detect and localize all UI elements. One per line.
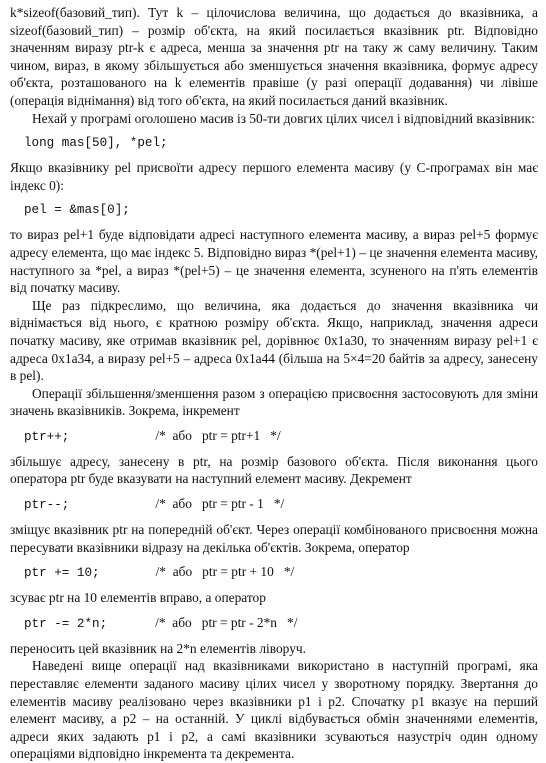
paragraph-program-description: Наведені вище операції над вказівниками використано в наступній програмі, яка переставляє елементи заданого масиву цілих чисел у зворотному порядку. Звертання до елементів масиву реалізовано через вказівники p1 і p2. Спочатку p1 вказує на перший елемент масиву, а p2 – на останній. У циклі відбувається обмін значеннями елементів, адреси яких задають p1 і p2, а самі вказівники зсуваються назустріч один одному операціями відповідно інкремента та декремента. [10,658,538,762]
code-plus-assign-stmt: ptr += 10; [24,566,100,581]
code-plus-assign [24,564,538,581]
paragraph-shift-right: зсуває ptr на 10 елементів вправо, а оператор [10,590,266,606]
paragraph-pointer-arithmetic: k*sizeof(базовий_тип). Тут k – цілочислова величина, що додається до вказівника, а sizeof(базовий_тип) – розмір об'єкта, на який посилається вказівник ptr. Відповідно значенням виразу ptr-k є адреса, менша за значення ptr на таку ж саму величину. Таким чином, вираз, в якому збільшується або зменшується значення вказівника, формує адресу об'єкта, розташованого на k елементів правіше (у разі операції додавання) чи лівіше (операція віднімання) від того об'єкта, на який посилається даний вказівник. [10,5,538,108]
code-declaration: long mas[50], *pel; [24,136,168,151]
paragraph-shift-left: переносить цей вказівник на 2*n елементів ліворуч. [10,640,306,656]
code-increment [24,428,538,445]
code-decrement-comment: /* або ptr = ptr - 1 */ [155,496,285,512]
code-minus-assign [24,615,538,632]
paragraph-increment-effect: збільшує адресу, занесену в ptr, на розмір базового об'єкта. Після виконання цього оператора ptr буде вказувати на наступний елемент масиву. Декремент [10,453,538,487]
code-decrement [24,496,538,513]
code-increment-comment: /* або ptr = ptr+1 */ [155,427,281,443]
paragraph-increment-intro: Операції збільшення/зменшення разом з операцією присвоєння застосовують для зміни значень вказівників. Зокрема, інкремент [10,385,538,419]
paragraph-pointer-offsets: то вираз pel+1 буде відповідати адресі наступного елемента масиву, а вираз pel+5 формує адресу елемента, що має індекс 5. Відповідно вираз *(pel+1) – це значення елемента масиву, наступного за *pel, а вираз *(pel+5) – це значення елемента, зсуненого на п'ять елементів від початку масиву. [10,227,538,296]
paragraph-array-declaration: Нехай у програмі оголошено масив із 50-ти довгих цілих чисел і відповідний вказівник: [32,110,535,126]
paragraph-decrement-effect: зміщує вказівник ptr на попередній об'єкт. Через операції комбінованого присвоєння можна пересувати вказівники відразу на декілька об'єктів. Зокрема, оператор [10,522,538,555]
paragraph-address-example: Ще раз підкреслимо, що величина, яка додається до значення вказівника чи віднімається від нього, є кратною розміру об'єкта. Якщо, наприклад, значення адреси початку масиву, яке отримав вказівник pel, дорівнює 0x1a30, то значенням виразу pel+1 є адреса 0x1a34, а виразу pel+5 – адреса 0x1a44 (більша на 5×4=20 байтів за адресу, занесену в pel). [10,297,538,384]
code-minus-assign-stmt: ptr -= 2*n; [24,616,108,631]
code-minus-assign-comment: /* або ptr = ptr - 2*n */ [155,614,298,630]
code-plus-assign-comment: /* або ptr = ptr + 10 */ [155,564,295,580]
code-increment-stmt: ptr++; [24,429,70,444]
code-decrement-stmt: ptr--; [24,498,70,513]
code-assignment: pel = &mas[0]; [24,203,130,218]
paragraph-assign-first-element: Якщо вказівнику pel присвоїти адресу першого елемента масиву (у С-програмах він має індекс 0): [10,160,538,193]
